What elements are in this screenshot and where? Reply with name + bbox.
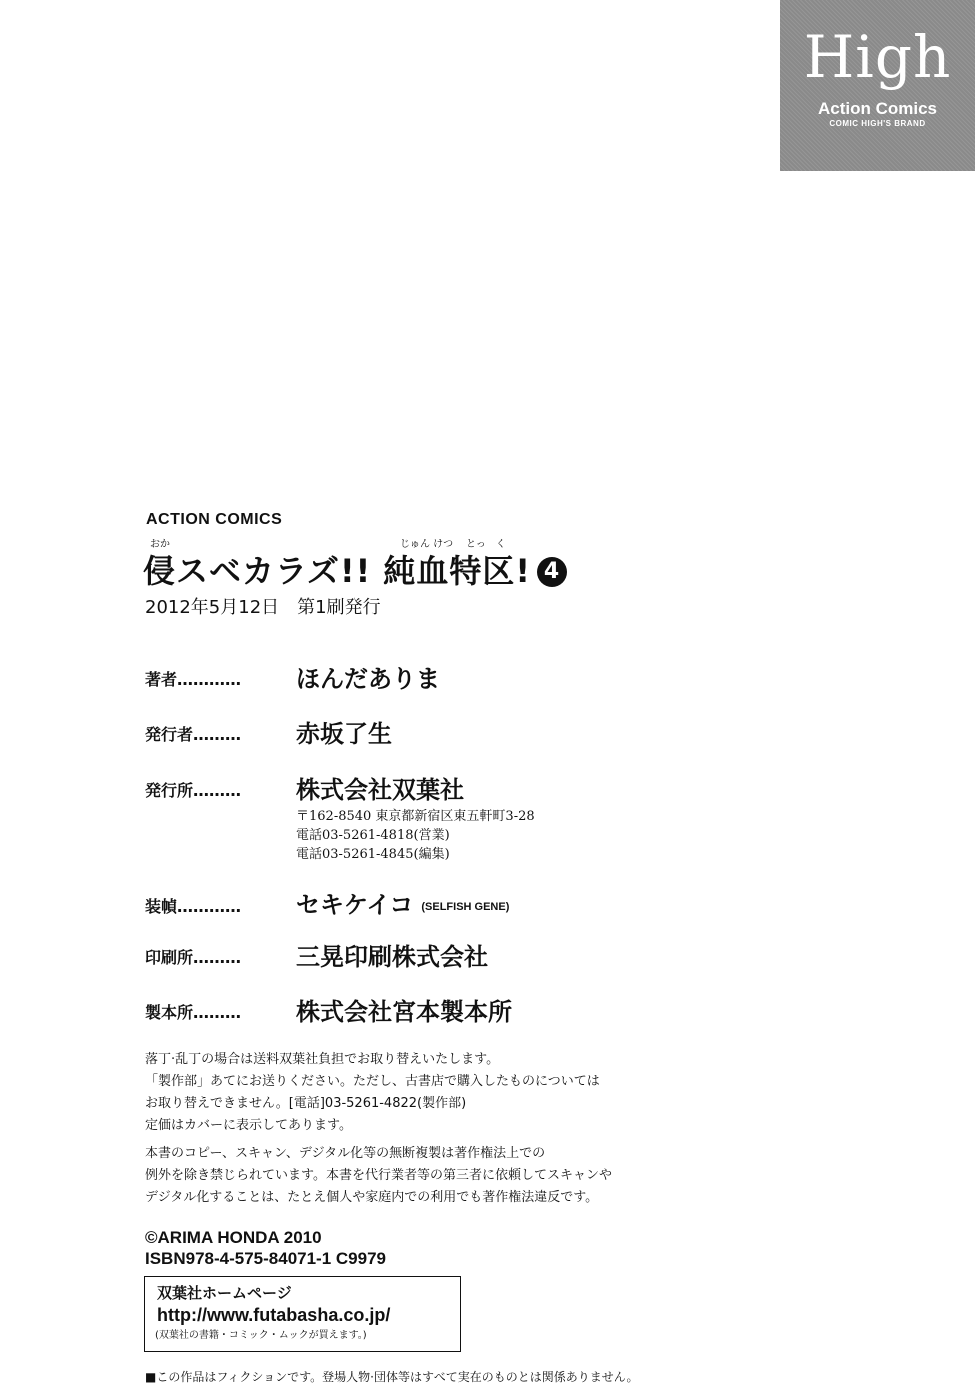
ruby-junketsu: じゅん けつ [400, 539, 454, 550]
copyright-notice-line: 本書のコピー、スキャン、デジタル化等の無断複製は著作権法上での [145, 1146, 546, 1161]
book-title [143, 551, 567, 591]
printer-label: 印刷所……… [145, 948, 242, 967]
notice-line: お取り替えできません。[電話]03-5261-4822(製作部) [145, 1096, 467, 1111]
notice-line: 「製作部」あてにお送りください。ただし、古書店で購入したものについては [145, 1074, 600, 1089]
design-label: 装幀………… [145, 897, 242, 916]
brand-name: High [803, 23, 952, 91]
postal-address: 〒162-8540 東京都新宿区東五軒町3-28 [296, 809, 535, 824]
copyright-notice-line: デジタル化することは、たとえ個人や家庭内での利用でも著作権法違反です。 [145, 1190, 599, 1205]
binder-name: 株式会社宮本製本所 [296, 998, 512, 1026]
designer-studio: (SELFISH GENE) [421, 901, 510, 913]
brand-logo [780, 0, 975, 171]
publisher-label: 発行者……… [145, 725, 242, 744]
author-label: 著者………… [145, 670, 242, 689]
printer-name: 三晃印刷株式会社 [296, 943, 488, 971]
homepage-url[interactable]: http://www.futabasha.co.jp/ [157, 1305, 391, 1325]
phone-sales: 電話03-5261-4818(営業) [296, 828, 450, 843]
brand-sub: COMIC HIGH'S BRAND [829, 119, 926, 128]
notice-line: 定価はカバーに表示してあります。 [145, 1118, 352, 1133]
homepage-box [144, 1276, 461, 1352]
fiction-disclaimer: ■この作品はフィクションです。登場人物·団体等はすべて実在のものとは関係ありません。 [145, 1370, 639, 1384]
series-label: ACTION COMICS [146, 511, 283, 528]
ruby-oka: おか [150, 539, 170, 550]
homepage-title: 双葉社ホームページ [157, 1284, 292, 1302]
volume-badge: 4 [537, 557, 567, 587]
copyright: ©ARIMA HONDA 2010 [145, 1228, 322, 1247]
author-name: ほんだありま [296, 665, 440, 693]
publisher-name: 赤坂了生 [296, 720, 392, 748]
binder-label: 製本所……… [145, 1003, 242, 1022]
publishing-house-label: 発行所……… [145, 781, 242, 800]
book-title-text: 侵スベカラズ!! 純血特区! [143, 552, 531, 590]
designer-name: セキケイコ [296, 891, 414, 919]
design-credit [296, 890, 509, 922]
homepage-note: (双葉社の書籍・コミック・ムックが買えます。) [155, 1330, 367, 1341]
ruby-tokku: とっ く [466, 539, 506, 550]
phone-editorial: 電話03-5261-4845(編集) [296, 847, 450, 862]
publishing-house-name: 株式会社双葉社 [296, 776, 464, 804]
copyright-notice-line: 例外を除き禁じられています。本書を代行業者等の第三者に依頼してスキャンや [145, 1168, 612, 1183]
notice-line: 落丁·乱丁の場合は送料双葉社負担でお取り替えいたします。 [145, 1052, 500, 1067]
isbn: ISBN978-4-575-84071-1 C9979 [145, 1249, 386, 1268]
brand-line: Action Comics [817, 99, 938, 118]
publication-date: 2012年5月12日 第1刷発行 [145, 597, 381, 618]
